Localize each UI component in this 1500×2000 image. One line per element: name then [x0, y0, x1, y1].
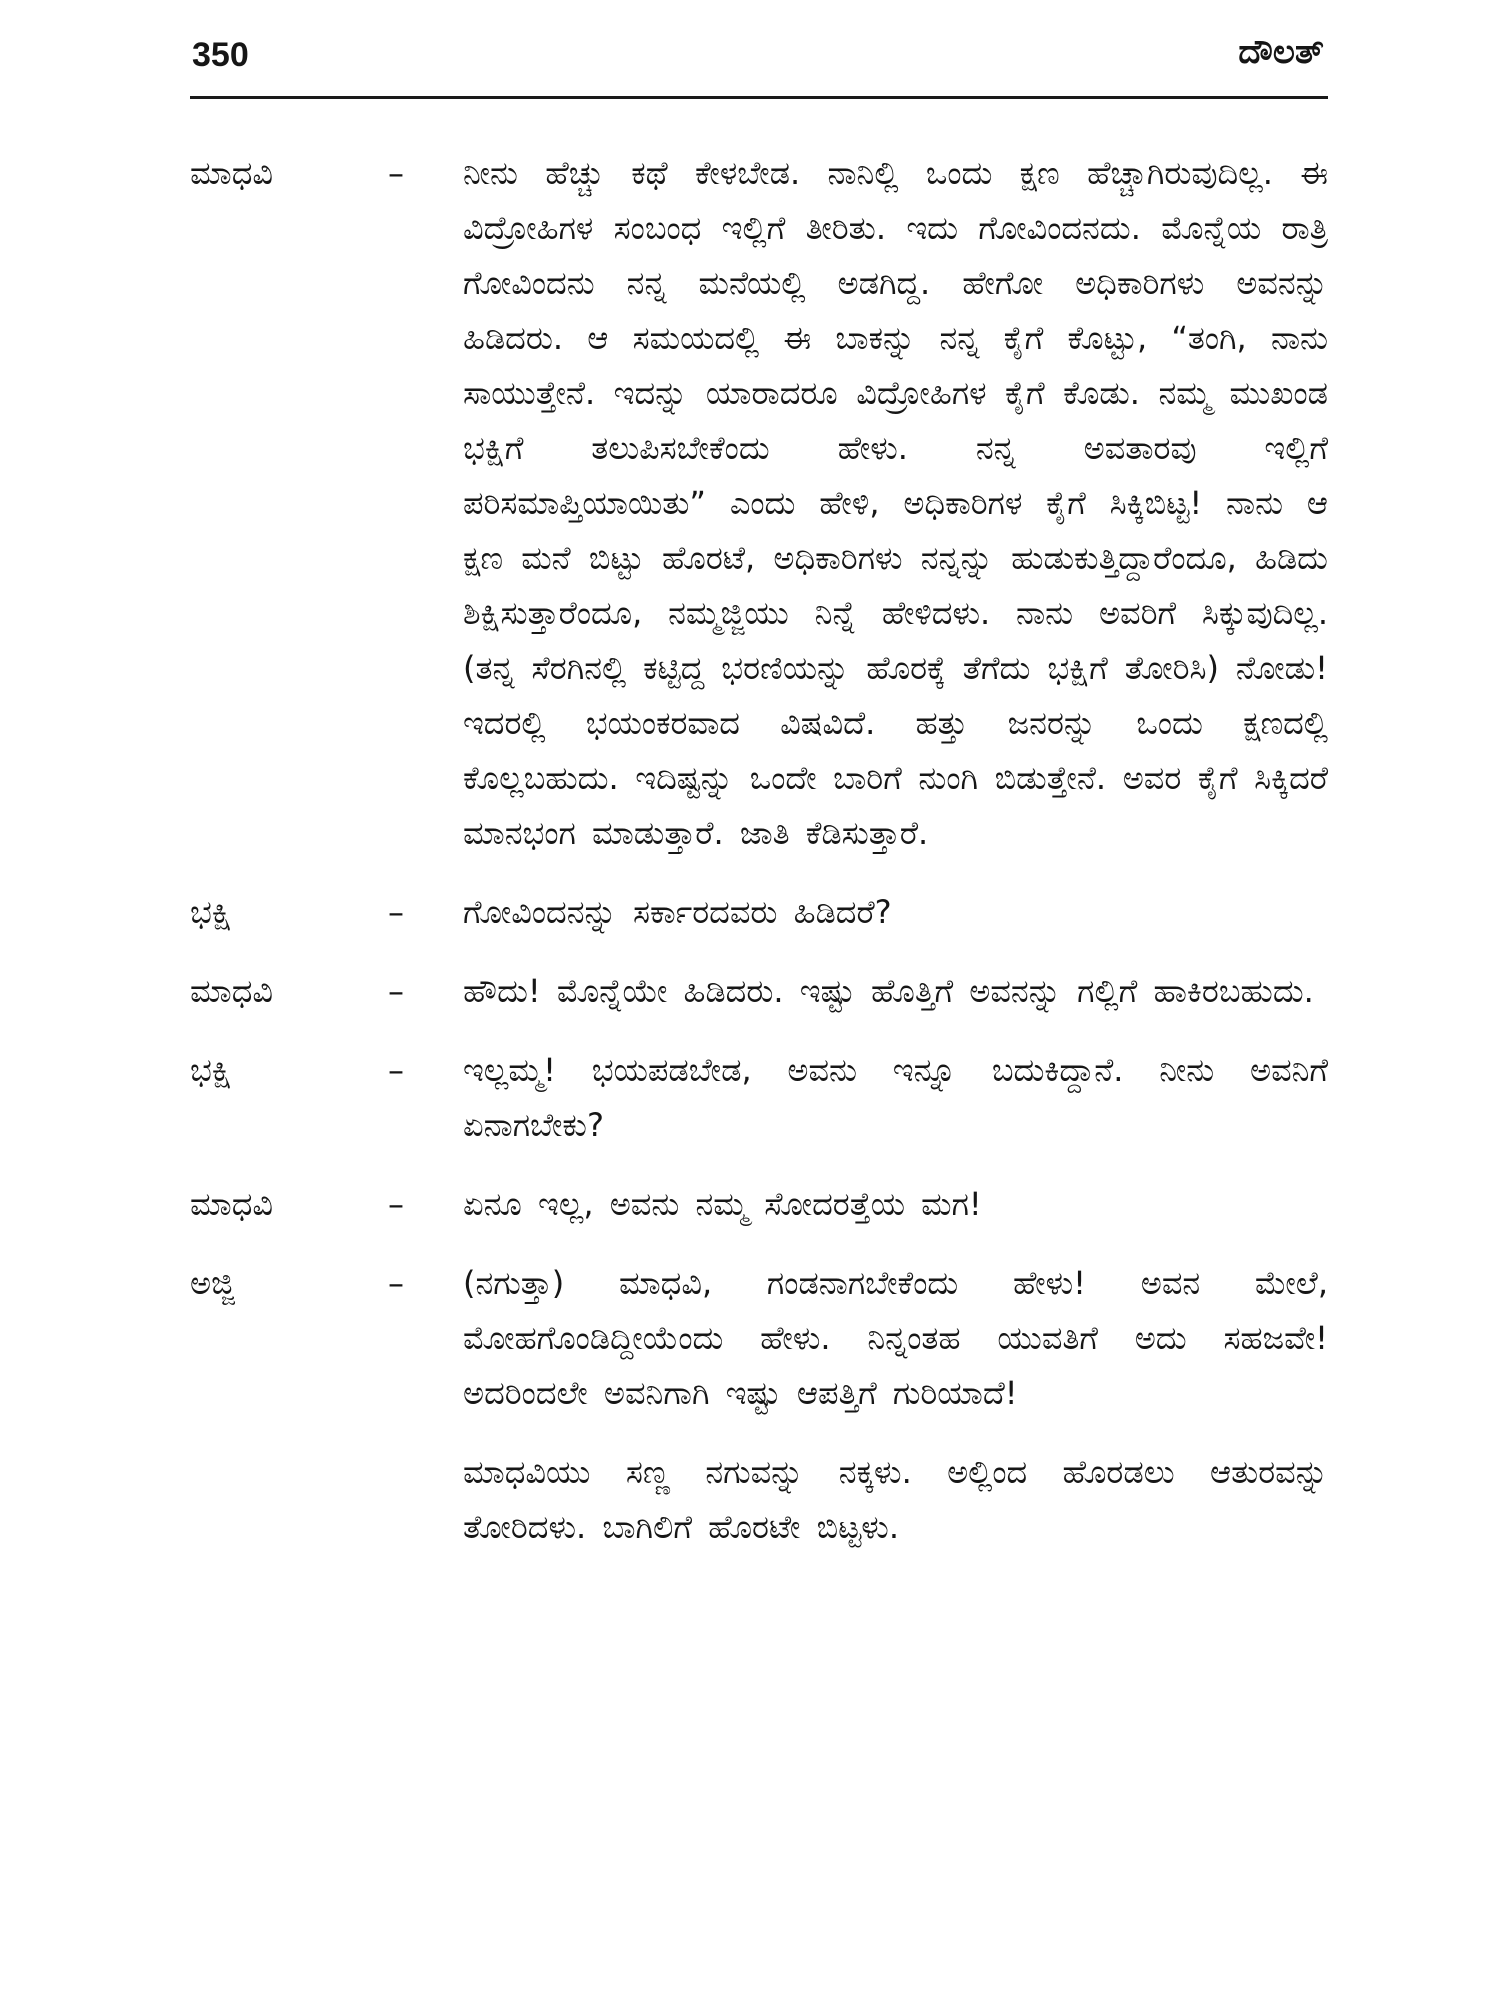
book-page	[190, 0, 1328, 2000]
dialogue-dash: –	[388, 972, 404, 1010]
speech-text: (ನಗುತ್ತಾ) ಮಾಧವಿ, ಗಂಡನಾಗಬೇಕೆಂದು ಹೇಳು! ಅವನ ಮೇಲೆ, ಮೋಹಗೊಂಡಿದ್ದೀಯೆಂದು ಹೇಳು. ನಿನ್ನಂತಹ ಯುವತಿಗೆ ಅದು ಸಹಜವೇ! ಅದರಿಂದಲೇ ಅವನಿಗಾಗಿ ಇಷ್ಟು ಆಪತ್ತಿಗೆ ಗುರಿಯಾದೆ!	[463, 1264, 1328, 1412]
running-title: ದೌಲತ್	[1238, 32, 1324, 72]
dialogue-dash: –	[388, 1185, 404, 1223]
speech-text: ಗೋವಿಂದನನ್ನು ಸರ್ಕಾರದವರು ಹಿಡಿದರೆ?	[463, 893, 892, 931]
speaker-name: ಮಾಧವಿ	[190, 1185, 274, 1223]
dialogue-entry	[190, 964, 1328, 1019]
stage-direction: ಮಾಧವಿಯು ಸಣ್ಣ ನಗುವನ್ನು ನಕ್ಕಳು. ಅಲ್ಲಿಂದ ಹೊರಡಲು ಆತುರವನ್ನು ತೋರಿದಳು. ಬಾಗಿಲಿಗೆ ಹೊರಟೇ ಬಿಟ್ಟಳು.	[463, 1453, 1328, 1546]
page-header	[190, 28, 1328, 88]
dialogue-entry	[190, 1177, 1328, 1232]
speaker-name: ಮಾಧವಿ	[190, 972, 274, 1010]
speech-text: ಏನೂ ಇಲ್ಲ, ಅವನು ನಮ್ಮ ಸೋದರತ್ತೆಯ ಮಗ!	[463, 1185, 982, 1223]
dialogue-entry	[190, 1043, 1328, 1153]
speech-text: ಹೌದು! ಮೊನ್ನೆಯೇ ಹಿಡಿದರು. ಇಷ್ಟು ಹೊತ್ತಿಗೆ ಅವನನ್ನು ಗಲ್ಲಿಗೆ ಹಾಕಿರಬಹುದು.	[463, 972, 1314, 1010]
speech-text: ನೀನು ಹೆಚ್ಚು ಕಥೆ ಕೇಳಬೇಡ. ನಾನಿಲ್ಲಿ ಒಂದು ಕ್ಷಣ ಹೆಚ್ಚಾಗಿರುವುದಿಲ್ಲ. ಈ ವಿದ್ರೋಹಿಗಳ ಸಂಬಂಧ ಇಲ್ಲಿಗೆ ತೀರಿತು. ಇದು ಗೋವಿಂದನದು. ಮೊನ್ನೆಯ ರಾತ್ರಿ ಗೋವಿಂದನು ನನ್ನ ಮನೆಯಲ್ಲಿ ಅಡಗಿದ್ದ. ಹೇಗೋ ಅಧಿಕಾರಿಗಳು ಅವನನ್ನು ಹಿಡಿದರು. ಆ ಸಮಯದಲ್ಲಿ ಈ ಬಾಕನ್ನು ನನ್ನ ಕೈಗೆ ಕೊಟ್ಟು, “ತಂಗಿ, ನಾನು ಸಾಯುತ್ತೇನೆ. ಇದನ್ನು ಯಾರಾದರೂ ವಿದ್ರೋಹಿಗಳ ಕೈಗೆ ಕೊಡು. ನಮ್ಮ ಮುಖಂಡ ಭಕ್ಷಿಗೆ ತಲುಪಿಸಬೇಕೆಂದು ಹೇಳು. ನನ್ನ ಅವತಾರವು ಇಲ್ಲಿಗೆ ಪರಿಸಮಾಪ್ತಿಯಾಯಿತು” ಎಂದು ಹೇಳಿ, ಅಧಿಕಾರಿಗಳ ಕೈಗೆ ಸಿಕ್ಕಿಬಿಟ್ಟ! ನಾನು ಆ ಕ್ಷಣ ಮನೆ ಬಿಟ್ಟು ಹೊರಟೆ, ಅಧಿಕಾರಿಗಳು ನನ್ನನ್ನು ಹುಡುಕುತ್ತಿದ್ದಾರೆಂದೂ, ಹಿಡಿದು ಶಿಕ್ಷಿಸುತ್ತಾರೆಂದೂ, ನಮ್ಮಜ್ಜಿಯು ನಿನ್ನೆ ಹೇಳಿದಳು. ನಾನು ಅವರಿಗೆ ಸಿಕ್ಕುವುದಿಲ್ಲ. (ತನ್ನ ಸೆರಗಿನಲ್ಲಿ ಕಟ್ಟಿದ್ದ ಭರಣಿಯನ್ನು ಹೊರಕ್ಕೆ ತೆಗೆದು ಭಕ್ಷಿಗೆ ತೋರಿಸಿ) ನೋಡು! ಇದರಲ್ಲಿ ಭಯಂಕರವಾದ ವಿಷವಿದೆ. ಹತ್ತು ಜನರನ್ನು ಒಂದು ಕ್ಷಣದಲ್ಲಿ ಕೊಲ್ಲಬಹುದು. ಇದಿಷ್ಟನ್ನು ಒಂದೇ ಬಾರಿಗೆ ನುಂಗಿ ಬಿಡುತ್ತೇನೆ. ಅವರ ಕೈಗೆ ಸಿಕ್ಕಿದರೆ ಮಾನಭಂಗ ಮಾಡುತ್ತಾರೆ. ಜಾತಿ ಕೆಡಿಸುತ್ತಾರೆ.	[463, 154, 1328, 852]
dialogue-dash: –	[388, 1051, 404, 1089]
dialogue-dash: –	[388, 154, 404, 192]
header-rule	[190, 96, 1328, 99]
dialogue-entry	[190, 1256, 1328, 1421]
dialogue-dash: –	[388, 1264, 404, 1302]
dialogue-dash: –	[388, 893, 404, 931]
speaker-name: ಮಾಧವಿ	[190, 154, 274, 192]
page-number: 350	[192, 36, 249, 74]
speaker-name: ಭಕ್ಷಿ	[190, 893, 232, 931]
speech-text: ಇಲ್ಲಮ್ಮ! ಭಯಪಡಬೇಡ, ಅವನು ಇನ್ನೂ ಬದುಕಿದ್ದಾನೆ. ನೀನು ಅವನಿಗೆ ಏನಾಗಬೇಕು?	[463, 1051, 1328, 1144]
speaker-name: ಅಜ್ಜಿ	[190, 1264, 235, 1302]
dialogue-entry	[190, 885, 1328, 940]
speaker-name: ಭಕ್ಷಿ	[190, 1051, 232, 1089]
dialogue-entry	[190, 146, 1328, 861]
dialogue-section	[190, 146, 1328, 1555]
